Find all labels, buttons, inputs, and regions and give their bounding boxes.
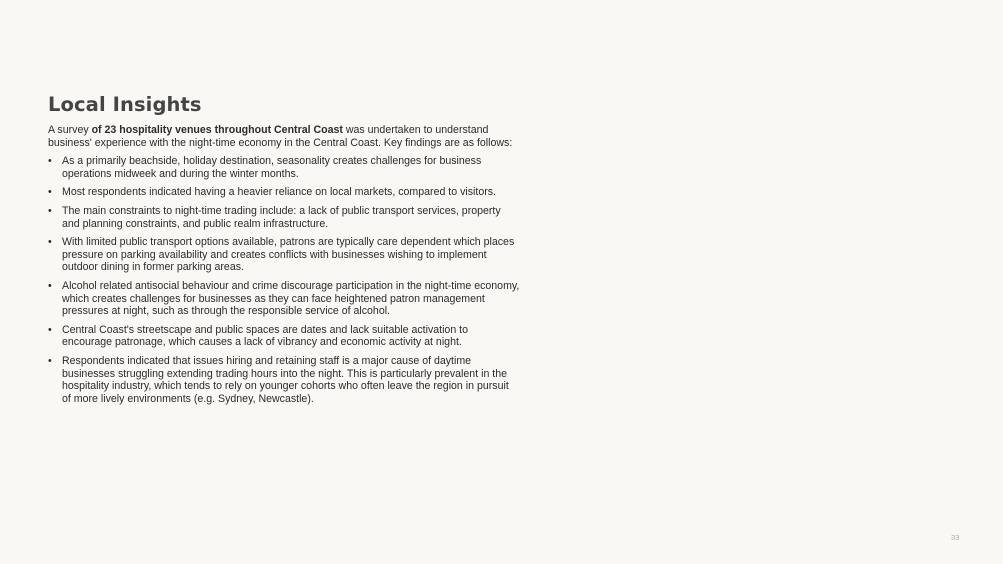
- finding-text: With limited public transport options available, patrons are typically care dependent which places pressure on parking availability and creates conflicts with businesses wishing to implement outdoor dining in former parking areas.: [62, 236, 515, 274]
- finding-item: [48, 280, 520, 318]
- bullet-icon: •: [48, 236, 52, 249]
- bullet-icon: •: [48, 204, 52, 217]
- finding-text: The main constraints to night-time trading include: a lack of public transport services, property and planning constraints, and public realm infrastructure.: [62, 204, 501, 230]
- page-title: Local Insights: [48, 93, 202, 116]
- finding-item: [48, 355, 520, 405]
- bullet-icon: •: [48, 186, 52, 199]
- bullet-icon: •: [48, 279, 52, 292]
- intro-text-after: was undertaken to understand business' experience with the night-time economy in the Central Coast. Key findings are as follows:: [48, 124, 513, 149]
- bullet-icon: •: [48, 354, 52, 367]
- bullet-icon: •: [48, 323, 52, 336]
- finding-text: Respondents indicated that issues hiring and retaining staff is a major cause of daytime businesses struggling extending trading hours into the night. This is particularly prevalent in the hospitality industry, which tends to rely on younger cohorts who often leave the region in pursuit of more lively environments (e.g. Sydney, Newcastle).: [62, 354, 509, 405]
- finding-text: Most respondents indicated having a heavier reliance on local markets, compared to visitors.: [62, 186, 496, 199]
- finding-text: Alcohol related antisocial behaviour and crime discourage participation in the night-time economy, which creates challenges for businesses as they can face heightened patron management pressures at night, such as through the responsible service of alcohol.: [62, 279, 520, 318]
- main-content: [48, 92, 520, 411]
- finding-text: Central Coast's streetscape and public spaces are dates and lack suitable activation to encourage patronage, which causes a lack of vibrancy and economic activity at night.: [62, 323, 468, 349]
- finding-item: [48, 186, 520, 199]
- finding-item: [48, 236, 520, 274]
- intro-paragraph: [48, 124, 520, 149]
- intro-text-bold: of 23 hospitality venues throughout Central Coast: [91, 124, 343, 136]
- finding-item: [48, 205, 520, 230]
- findings-list: [48, 155, 520, 405]
- page-number: 33: [951, 533, 960, 542]
- intro-text-before: A survey: [48, 124, 92, 136]
- finding-item: [48, 324, 520, 349]
- finding-text: As a primarily beachside, holiday destination, seasonality creates challenges for business operations midweek and during the winter months.: [62, 155, 482, 180]
- bullet-icon: •: [48, 155, 52, 168]
- finding-item: [48, 155, 520, 180]
